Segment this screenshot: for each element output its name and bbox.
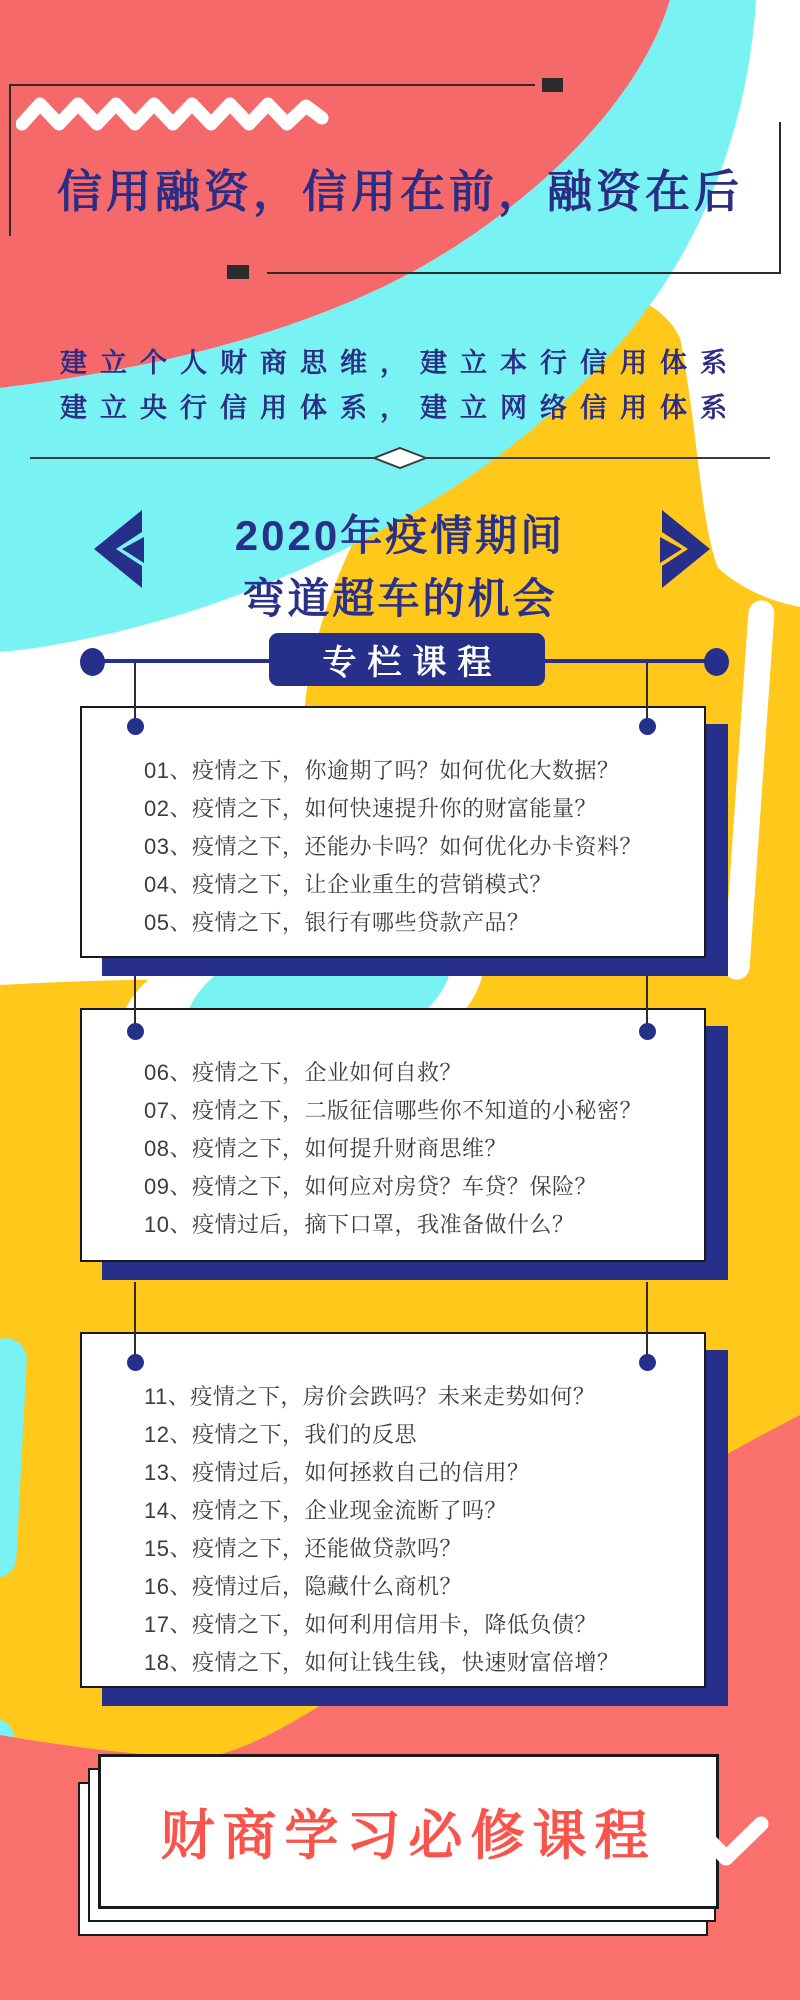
course-item: 13、疫情过后，如何拯救自己的信用？: [144, 1460, 530, 1485]
course-item: 09、疫情之下，如何应对房贷？车贷？保险？: [144, 1174, 597, 1199]
frame-square: [542, 78, 563, 92]
course-item: 14、疫情之下，企业现金流断了吗？: [144, 1498, 507, 1523]
frame-top-line: [10, 84, 535, 86]
course-item: 15、疫情之下，还能做贷款吗？: [144, 1536, 462, 1561]
connector-line: [646, 1282, 648, 1362]
banner-line-left: [92, 659, 272, 663]
course-item: 01、疫情之下，你逾期了吗？如何优化大数据？: [144, 758, 620, 783]
course-item: 12、疫情之下，我们的反思: [144, 1422, 417, 1447]
pin-dot: [639, 1023, 656, 1040]
course-card-2: [80, 1008, 706, 1262]
line-end-dot: [704, 648, 729, 676]
column-course-banner: [269, 633, 545, 686]
subtitle-line-2: 建立央行信用体系，建立网络信用体系: [60, 393, 740, 423]
page-title: 信用融资，信用在前，融资在后: [56, 166, 743, 217]
pin-dot: [639, 1354, 656, 1371]
course-card-1: [80, 706, 706, 958]
pin-dot: [127, 1023, 144, 1040]
footer-card: [98, 1754, 719, 1909]
course-item: 11、疫情之下，房价会跌吗？未来走势如何？: [144, 1384, 596, 1409]
diamond-icon: [372, 446, 428, 470]
check-icon: [697, 1812, 773, 1870]
course-item: 07、疫情之下，二版征信哪些你不知道的小秘密？: [144, 1098, 642, 1123]
pin-dot: [127, 1354, 144, 1371]
banner-line-right: [540, 659, 720, 663]
footer-title: 财商学习必修课程: [160, 1806, 657, 1866]
course-item: 16、疫情过后，隐藏什么商机？: [144, 1574, 462, 1599]
frame-square: [227, 265, 249, 279]
course-item: 05、疫情之下，银行有哪些贷款产品？: [144, 910, 530, 935]
connector-line: [134, 1282, 136, 1362]
course-item: 06、疫情之下，企业如何自救？: [144, 1060, 462, 1085]
pin-dot: [639, 718, 656, 735]
course-item: 17、疫情之下，如何利用信用卡，降低负债？: [144, 1612, 597, 1637]
course-item: 08、疫情之下，如何提升财商思维？: [144, 1136, 507, 1161]
squiggle-icon: [16, 92, 336, 136]
hero-heading-line-1: 2020年疫情期间: [234, 512, 566, 559]
pin-dot: [127, 718, 144, 735]
course-item: 04、疫情之下，让企业重生的营销模式？: [144, 872, 552, 897]
course-item: 02、疫情之下，如何快速提升你的财富能量？: [144, 796, 597, 821]
line-end-dot: [80, 648, 105, 676]
frame-bottom-line: [267, 272, 780, 274]
hero-heading-line-2: 弯道超车的机会: [242, 575, 558, 622]
course-item: 18、疫情之下，如何让钱生钱，快速财富倍增？: [144, 1650, 620, 1675]
subtitle-line-1: 建立个人财商思维，建立本行信用体系: [60, 348, 740, 378]
course-card-3: [80, 1332, 706, 1688]
course-item: 03、疫情之下，还能办卡吗？如何优化办卡资料？: [144, 834, 642, 859]
banner-label: 专栏课程: [322, 644, 503, 682]
course-item: 10、疫情过后，摘下口罩，我准备做什么？: [144, 1212, 575, 1237]
